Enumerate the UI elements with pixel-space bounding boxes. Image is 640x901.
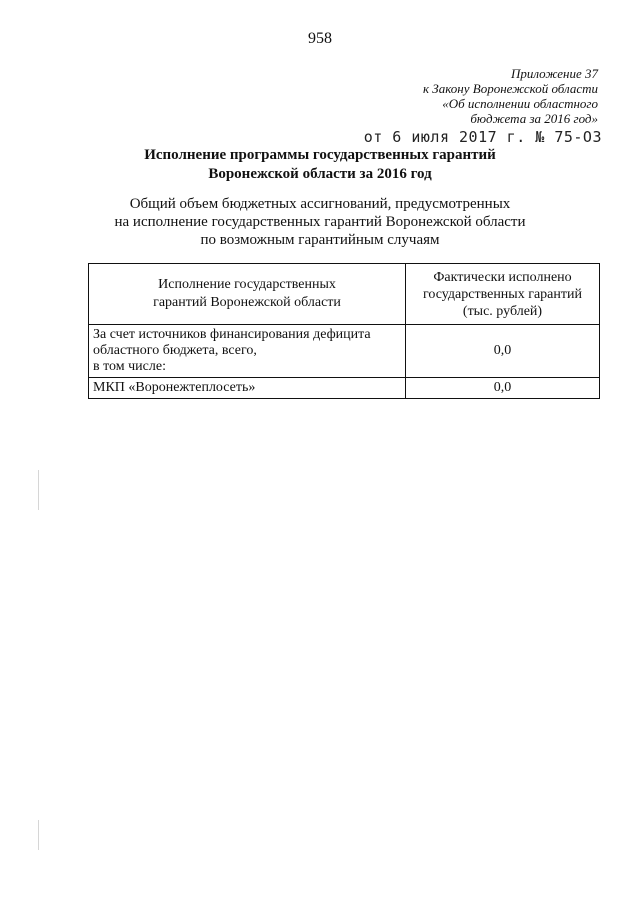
document-subtitle: [0, 195, 640, 249]
row-name-line: областного бюджета, всего,: [93, 343, 257, 358]
appendix-reference: [423, 66, 598, 126]
row-name-line: в том числе:: [93, 359, 166, 374]
subtitle-line: на исполнение государственных гарантий Воронежской области: [114, 214, 526, 230]
subtitle-line: по возможным гарантийным случаям: [200, 232, 440, 248]
appendix-line: бюджета за 2016 год»: [470, 111, 598, 126]
title-line: Исполнение программы государственных гарантий: [144, 147, 496, 163]
row-value: 0,0: [406, 325, 600, 378]
header-line: Исполнение государственных: [158, 277, 336, 292]
row-name: [89, 325, 406, 378]
appendix-line: «Об исполнении областного: [442, 96, 598, 111]
header-line: гарантий Воронежской области: [153, 295, 341, 310]
row-name-line: За счет источников финансирования дефицита: [93, 327, 371, 342]
header-line: государственных гарантий: [423, 286, 582, 302]
header-guarantee-execution: [89, 264, 406, 325]
appendix-line: к Закону Воронежской области: [422, 81, 598, 96]
guarantees-table: [88, 263, 600, 399]
document-title: [0, 146, 640, 184]
header-actual-executed: [406, 264, 600, 325]
title-line: Воронежской области за 2016 год: [208, 166, 432, 182]
subtitle-line: Общий объем бюджетных ассигнований, предусмотренных: [129, 196, 511, 212]
row-name: [89, 378, 406, 399]
page-number: 958: [308, 30, 332, 47]
appendix-line: Приложение 37: [510, 66, 598, 81]
table-row: [89, 378, 600, 399]
header-line: Фактически исполнено: [433, 269, 572, 285]
scan-artifact: [38, 470, 39, 510]
law-date-stamp: от 6 июля 2017 г. № 75-ОЗ: [363, 128, 602, 146]
table-row: [89, 325, 600, 378]
scan-artifact: [38, 820, 39, 850]
header-line: (тыс. рублей): [462, 303, 543, 319]
row-name-line: МКП «Воронежтеплосеть»: [93, 380, 256, 395]
table-header-row: [89, 264, 600, 325]
row-value: 0,0: [406, 378, 600, 399]
